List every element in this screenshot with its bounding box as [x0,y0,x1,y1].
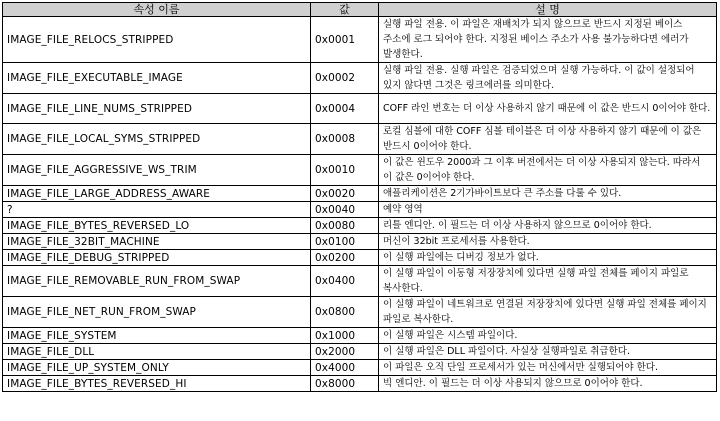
flag-name-cell: IMAGE_FILE_DEBUG_STRIPPED [3,250,311,266]
flag-description-cell: 이 실행 파일이 이동형 저장장치에 있다면 실행 파일 전체를 페이지 파일로 복사한다. [379,266,717,297]
flag-name-cell: IMAGE_FILE_BYTES_REVERSED_LO [3,218,311,234]
table-row [3,344,717,360]
flag-name-cell: IMAGE_FILE_LINE_NUMS_STRIPPED [3,94,311,124]
header-name: 속성 이름 [3,3,311,17]
flag-value-cell: 0x0020 [311,186,379,202]
flag-value-cell: 0x4000 [311,360,379,376]
flag-description-cell: COFF 라인 번호는 더 이상 사용하지 않기 때문에 이 값은 반드시 0이어야 한다. [379,94,717,124]
flag-name-cell: IMAGE_FILE_REMOVABLE_RUN_FROM_SWAP [3,266,311,297]
flag-description-cell: 이 실행 파일은 시스템 파일이다. [379,328,717,344]
flag-name-cell: IMAGE_FILE_NET_RUN_FROM_SWAP [3,297,311,328]
flag-name-cell: IMAGE_FILE_LARGE_ADDRESS_AWARE [3,186,311,202]
table-row [3,155,717,186]
table-row [3,63,717,94]
table-row [3,234,717,250]
flag-description-cell: 이 파일은 오직 단일 프로세서가 있는 머신에서만 실행되어야 한다. [379,360,717,376]
flag-value-cell: 0x0800 [311,297,379,328]
flag-value-cell: 0x0100 [311,234,379,250]
flag-name-cell: IMAGE_FILE_AGGRESSIVE_WS_TRIM [3,155,311,186]
table-row [3,17,717,63]
flag-name-cell: IMAGE_FILE_SYSTEM [3,328,311,344]
table-body [3,17,717,392]
flag-name-cell: IMAGE_FILE_BYTES_REVERSED_HI [3,376,311,392]
flag-description-cell: 빅 엔디안. 이 필드는 더 이상 사용되지 않으므로 0이어야 한다. [379,376,717,392]
flag-name-cell: IMAGE_FILE_RELOCS_STRIPPED [3,17,311,63]
flag-name-cell: IMAGE_FILE_UP_SYSTEM_ONLY [3,360,311,376]
flag-value-cell: 0x0010 [311,155,379,186]
file-characteristics-table [2,2,717,392]
flag-description-cell: 로컬 심볼에 대한 COFF 심볼 테이블은 더 이상 사용하지 않기 때문에 이 값은 반드시 0이어야 한다. [379,124,717,155]
flag-value-cell: 0x0200 [311,250,379,266]
flag-name-cell: IMAGE_FILE_LOCAL_SYMS_STRIPPED [3,124,311,155]
flag-description-cell: 예약 영역 [379,202,717,218]
flag-value-cell: 0x0004 [311,94,379,124]
flag-name-cell: IMAGE_FILE_32BIT_MACHINE [3,234,311,250]
flag-description-cell: 이 실행 파일에는 디버깅 정보가 없다. [379,250,717,266]
table-row [3,297,717,328]
table-row [3,328,717,344]
flag-value-cell: 0x0080 [311,218,379,234]
flag-value-cell: 0x0001 [311,17,379,63]
table-row [3,202,717,218]
header-value: 값 [311,3,379,17]
flag-description-cell: 머신이 32bit 프로세서를 사용한다. [379,234,717,250]
table-row [3,376,717,392]
flag-value-cell: 0x0002 [311,63,379,94]
flag-name-cell: IMAGE_FILE_EXECUTABLE_IMAGE [3,63,311,94]
table-row [3,186,717,202]
flag-description-cell: 리틀 엔디안. 이 필드는 더 이상 사용하지 않으므로 0이어야 한다. [379,218,717,234]
table-row [3,250,717,266]
flag-value-cell: 0x0008 [311,124,379,155]
flag-value-cell: 0x0040 [311,202,379,218]
flag-value-cell: 0x8000 [311,376,379,392]
flag-description-cell: 실행 파일 전용. 실행 파일은 검증되었으며 실행 가능하다. 이 값이 설정되어 있지 않다면 그것은 링크에러를 의미한다. [379,63,717,94]
flag-value-cell: 0x1000 [311,328,379,344]
flag-value-cell: 0x2000 [311,344,379,360]
table-row [3,266,717,297]
header-row [3,3,717,17]
flag-description-cell: 실행 파일 전용. 이 파일은 재배치가 되지 않으므로 반드시 지정된 베이스 주소에 로그 되어야 한다. 지정된 베이스 주소가 사용 불가능하다면 에러가 발생한다. [379,17,717,63]
table-row [3,124,717,155]
flag-description-cell: 이 실행 파일은 DLL 파일이다. 사실상 실행파일로 취급한다. [379,344,717,360]
header-description: 설 명 [379,3,717,17]
flag-description-cell: 이 실행 파일이 네트워크로 연결된 저장장치에 있다면 실행 파일 전체를 페이지 파일로 복사한다. [379,297,717,328]
flag-name-cell: IMAGE_FILE_DLL [3,344,311,360]
flag-description-cell: 애플리케이션은 2기가바이트보다 큰 주소를 다룰 수 있다. [379,186,717,202]
flag-description-cell: 이 값은 윈도우 2000과 그 이후 버전에서는 더 이상 사용되지 않는다. 따라서 이 값은 0이어야 한다. [379,155,717,186]
table-row [3,94,717,124]
flag-name-cell: ? [3,202,311,218]
flag-value-cell: 0x0400 [311,266,379,297]
table-row [3,218,717,234]
table-row [3,360,717,376]
